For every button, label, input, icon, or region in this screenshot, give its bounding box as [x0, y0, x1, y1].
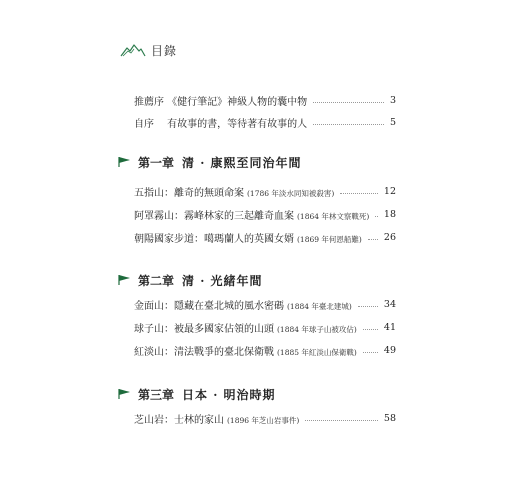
toc-entry[interactable]: [134, 183, 396, 199]
dot-leader: [363, 328, 378, 330]
entry-note: (1884 年球子山被攻佔): [277, 324, 357, 334]
toc-entry-preface-2[interactable]: [134, 114, 396, 130]
chapter-name: 清 · 康熙至同治年間: [182, 155, 302, 170]
page-number: 5: [389, 116, 396, 128]
dot-leader: [375, 215, 378, 217]
toc-entry[interactable]: [134, 229, 396, 245]
page-number: 26: [383, 231, 396, 243]
entry-title: 芝山岩：士林的家山: [134, 414, 224, 426]
toc-entry[interactable]: [134, 410, 396, 426]
entry-note: (1864 年林文察戰死): [297, 211, 370, 221]
dot-leader: [340, 192, 378, 194]
page-number: 34: [383, 298, 396, 310]
toc-entry[interactable]: [134, 319, 396, 335]
entry-title: 五指山：離奇的無頭命案: [134, 187, 244, 199]
entry-title: 紅淡山：清法戰爭的臺北保衛戰: [134, 346, 274, 358]
toc-entry[interactable]: [134, 296, 396, 312]
dot-leader: [363, 351, 378, 353]
page-number: 58: [383, 412, 396, 424]
chapter-heading-3[interactable]: [118, 384, 276, 404]
entry-note: (1869 年何恩船難): [297, 234, 362, 244]
chapter-heading-2[interactable]: [118, 270, 263, 290]
page-title: 目錄: [151, 43, 178, 58]
entry-title: 自序 有故事的書，等待著有故事的人: [134, 118, 308, 130]
entry-title: 阿罩霧山：霧峰林家的三起離奇血案: [134, 210, 294, 222]
dot-leader: [313, 123, 384, 125]
entry-note: (1896 年芝山岩事件): [227, 415, 300, 425]
page-number: 12: [383, 185, 396, 197]
page-number: 49: [383, 344, 396, 356]
dot-leader: [368, 238, 378, 240]
flag-icon: [118, 388, 132, 400]
mountain-icon: [120, 43, 146, 57]
flag-icon: [118, 274, 132, 286]
entry-title: 推薦序 《健行筆記》神級人物的囊中物: [134, 96, 308, 108]
entry-title: 朝陽國家步道：噶瑪蘭人的英國女婿: [134, 233, 294, 245]
toc-entry-preface-1[interactable]: [134, 92, 396, 108]
chapter-label: 第三章: [138, 387, 175, 402]
chapter-heading-1[interactable]: [118, 152, 302, 172]
toc-entry[interactable]: [134, 206, 396, 222]
entry-title: 球子山：被最多國家佔領的山頭: [134, 323, 274, 335]
chapter-label: 第二章: [138, 273, 175, 288]
page-number: 41: [383, 321, 396, 333]
chapter-label: 第一章: [138, 155, 175, 170]
chapter-name: 清 · 光緒年間: [182, 273, 263, 288]
toc-entry[interactable]: [134, 342, 396, 358]
page-number: 18: [383, 208, 396, 220]
chapter-name: 日本 · 明治時期: [182, 387, 276, 402]
dot-leader: [305, 419, 378, 421]
entry-note: (1884 年臺北建城): [287, 301, 352, 311]
entry-note: (1786 年淡水同知被殺害): [247, 188, 335, 198]
entry-note: (1885 年紅淡山保衛戰): [277, 347, 357, 357]
flag-icon: [118, 156, 132, 168]
dot-leader: [313, 101, 384, 103]
entry-title: 金面山：隱藏在臺北城的風水密碼: [134, 300, 284, 312]
toc-header: [120, 40, 177, 60]
page-number: 3: [389, 94, 396, 106]
dot-leader: [358, 305, 378, 307]
